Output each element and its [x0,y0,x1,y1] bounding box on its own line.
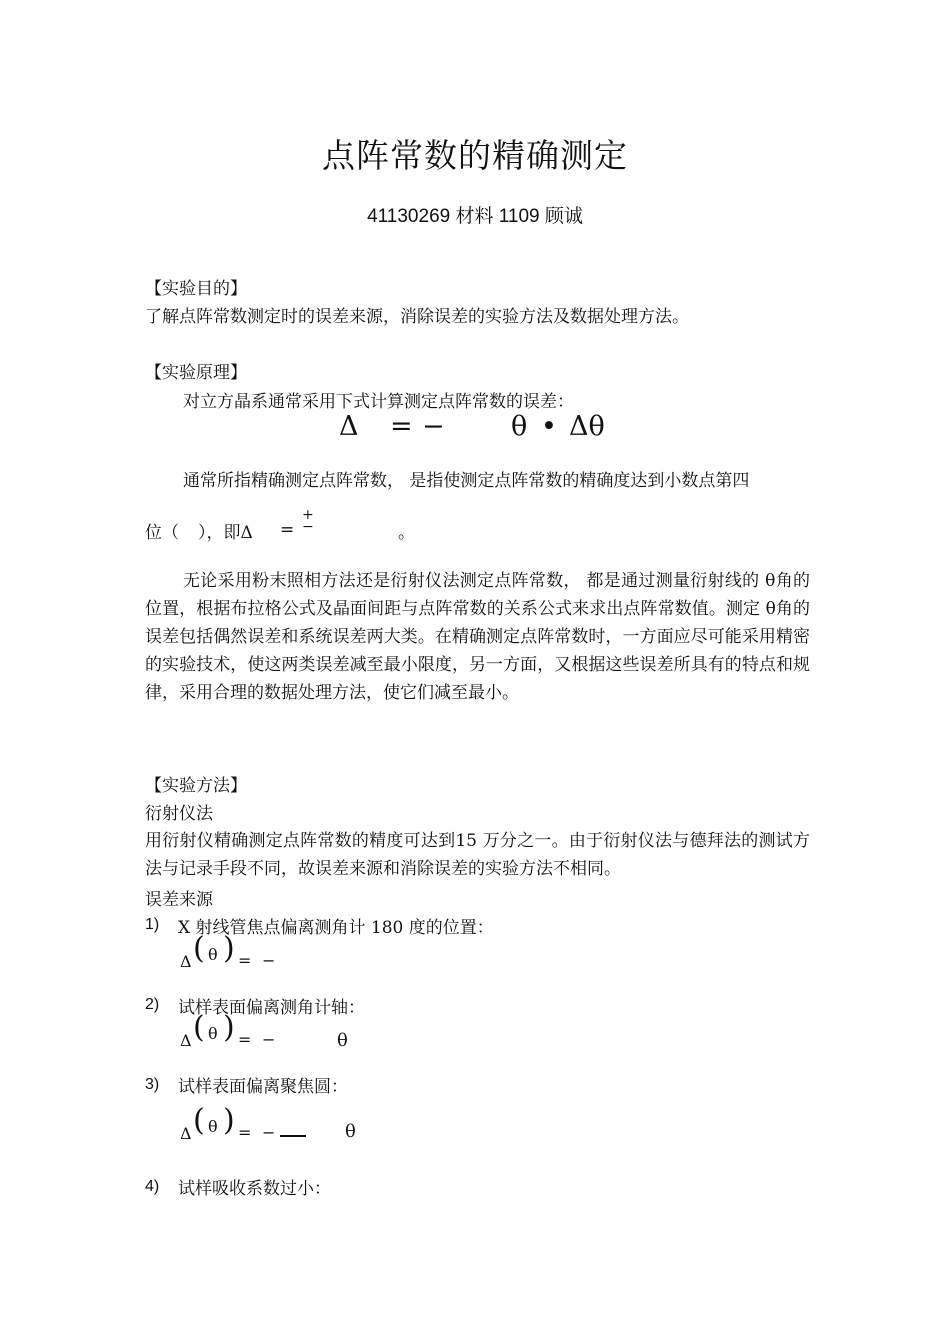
eq-equals: = [238,1123,252,1142]
formula-delta: Δ [339,411,359,442]
eq-lparen: ( [193,1103,205,1138]
eq-delta: Δ [180,1124,192,1143]
item-text: 试样表面偏离测角计轴： [178,998,365,1018]
eq-theta: θ [208,945,218,964]
formula-dot: • [541,411,557,442]
eq-delta: Δ [180,1031,192,1050]
eq-rparen: ) [223,1103,235,1138]
method-subheading: 衍射仪法 [145,804,213,824]
eq-theta: θ [208,1117,218,1136]
page-title: 点阵常数的精确测定 [322,136,628,175]
principle-heading: 【实验原理】 [145,363,247,383]
precision-equals: = [280,520,295,540]
purpose-heading: 【实验目的】 [145,279,247,299]
eq-equals: = [238,951,252,970]
precision-end: 。 [398,523,415,543]
error-sources-heading: 误差来源 [145,890,213,910]
item-number: 4) [145,1178,160,1195]
principle-intro: 对立方晶系通常采用下式计算测定点阵常数的误差： [183,392,574,412]
minus-sign: − [302,519,314,535]
eq-minus: − [262,951,276,970]
item-number: 2) [145,996,160,1013]
item-text: 试样表面偏离聚焦圆： [178,1077,348,1097]
method-text: 用衍射仪精确测定点阵常数的精度可达到15 万分之一。由于衍射仪法与德拜法的测试方法与记录手段不同，故误差来源和消除误差的实验方法不相同。 [145,831,810,879]
eq-rparen: ) [223,1010,235,1045]
eq-fraction-bar [280,1135,306,1137]
formula-theta: θ [511,411,528,442]
formula-minus: − [422,411,445,442]
eq-theta: θ [208,1024,218,1043]
eq-minus: − [262,1123,276,1142]
formula-dtheta: Δθ [569,411,605,442]
eq-delta: Δ [180,952,192,971]
eq-minus: − [262,1030,276,1049]
precision-a: 位（ [145,523,179,543]
method-heading: 【实验方法】 [145,776,247,796]
principle-body: 无论采用粉末照相方法还是衍射仪法测定点阵常数， 都是通过测量衍射线的 θ角的位置，根据布拉格公式及晶面间距与点阵常数的关系公式来求出点阵常数值。测定 θ角的误差包括偶然误差和系统误差两大类。在精确测定点阵常数时，一方面应尽可能采用精密的实验技术，使这两类误差减至最小限度，另一方面，又根据这些误差所具有的特点和规律，采用合理的数据处理方法，使它们减至最小。 [145,571,810,703]
eq-lparen: ( [193,1010,205,1045]
purpose-text: 了解点阵常数测定时的误差来源，消除误差的实验方法及数据处理方法。 [145,307,689,327]
formula-equals: = [390,411,413,442]
precision-b: ），即Δ [198,523,253,543]
eq-theta-after: θ [345,1121,356,1142]
eq-rparen: ) [223,931,235,966]
plus-sign: + [302,507,314,523]
eq-equals: = [238,1030,252,1049]
eq-theta-after: θ [337,1030,348,1051]
item-number: 3) [145,1076,160,1093]
principle-line2: 通常所指精确测定点阵常数， 是指使测定点阵常数的精确度达到小数点第四 [183,471,750,491]
item-number: 1) [145,916,160,933]
item-text: 试样吸收系数过小： [178,1179,331,1199]
item-text: X 射线管焦点偏离测角计 180 度的位置： [178,918,494,938]
eq-lparen: ( [193,931,205,966]
author-line: 41130269 材料 1109 顾诚 [367,206,583,227]
